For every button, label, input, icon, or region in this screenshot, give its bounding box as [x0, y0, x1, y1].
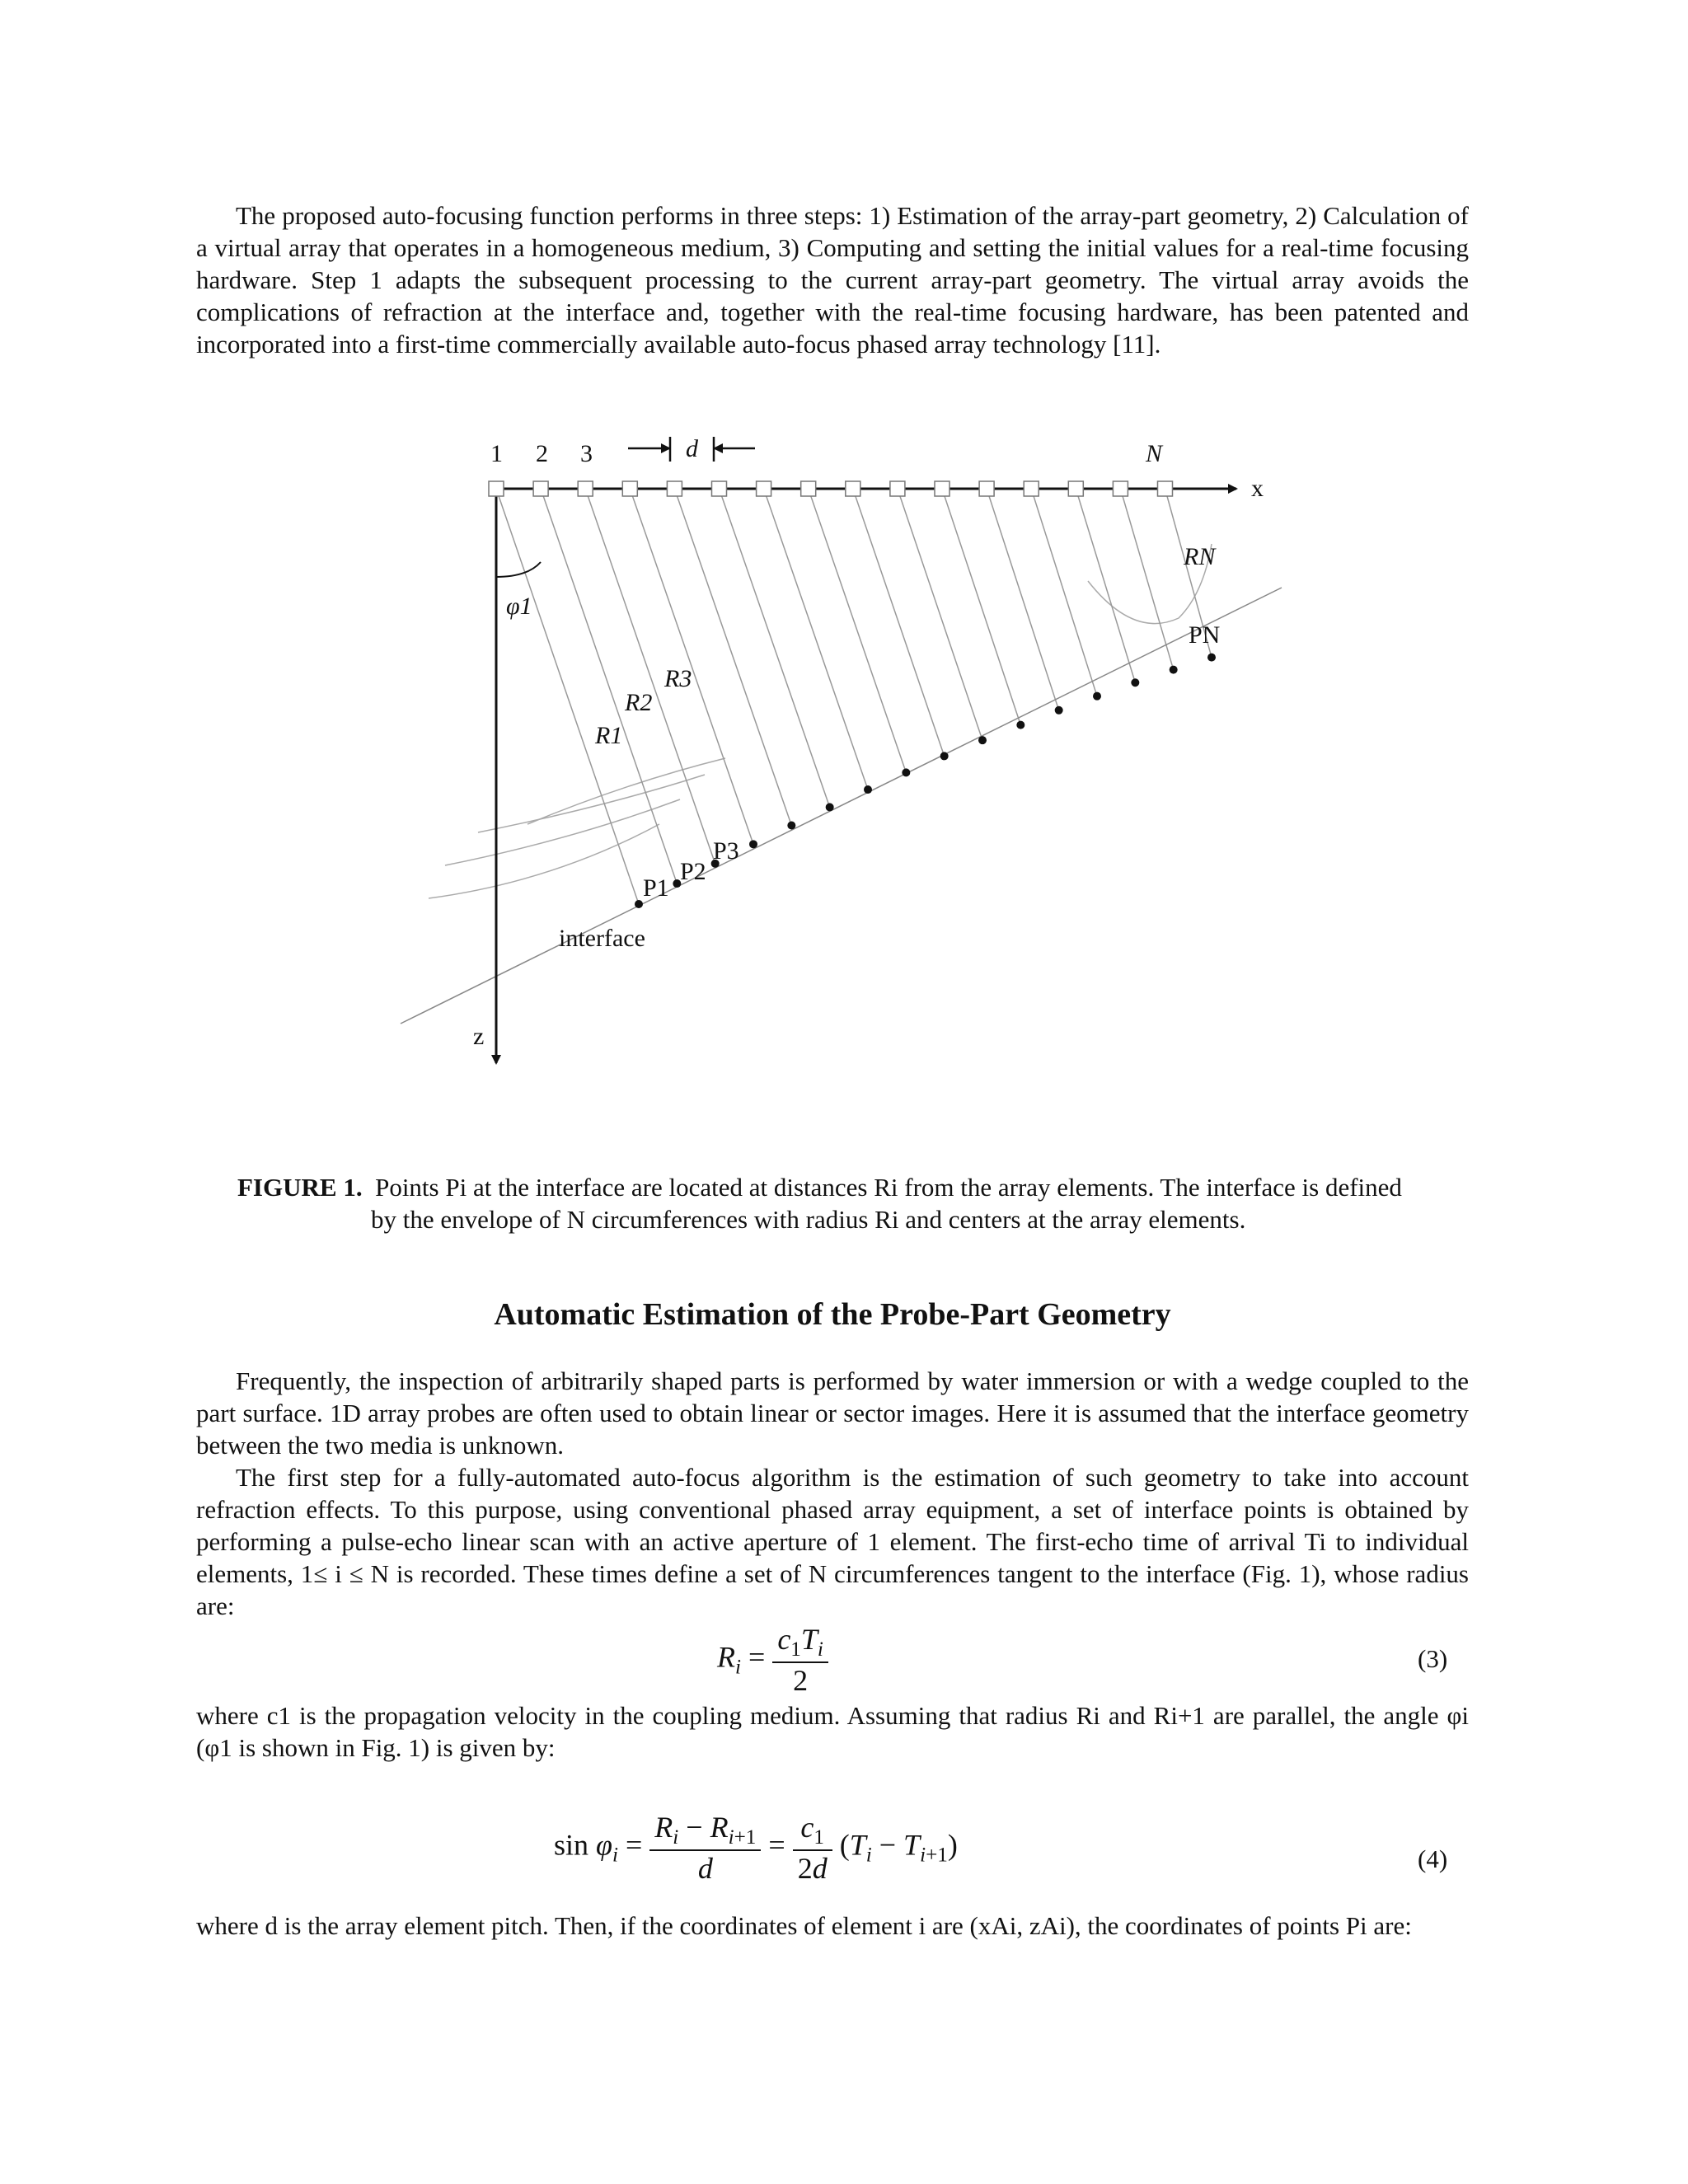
- interface-points: [635, 654, 1216, 908]
- radius-label-1: R1: [595, 722, 623, 749]
- array-element: [667, 481, 682, 496]
- interface-line: [401, 588, 1282, 1024]
- paragraph-where-d: where d is the array element pitch. Then, if the coordinates of element i are (xAi, zAi), the coordinates of points Pi are:: [196, 1911, 1412, 1940]
- caption-line-1: [237, 1171, 1469, 1203]
- interface-point: [864, 785, 872, 794]
- array-element: [712, 481, 727, 496]
- radius-line: [1031, 489, 1097, 696]
- equation-4-number: (4): [1418, 1844, 1448, 1873]
- radius-line: [720, 489, 830, 807]
- interface-label: interface: [559, 925, 645, 952]
- interface-point: [1093, 692, 1101, 701]
- radius-label-3: R3: [664, 665, 692, 692]
- paragraph-where-c1: where c1 is the propagation velocity in the coupling medium. Assuming that radius Ri and Ri+1 are parallel, the angle φi (φ1 is shown in Fig. 1) is given by:: [196, 1701, 1469, 1762]
- equation-3-number: (3): [1418, 1644, 1448, 1673]
- angle-arc: [496, 562, 541, 577]
- interface-point: [1131, 678, 1139, 687]
- z-axis-label: z: [473, 1023, 485, 1050]
- radius-line: [764, 489, 868, 790]
- element-label-3: 3: [580, 440, 593, 467]
- element-label-2: 2: [536, 440, 548, 467]
- circumference-arcs: [429, 544, 1212, 898]
- radius-line: [674, 489, 791, 826]
- radius-line: [1120, 489, 1173, 670]
- point-label-1: P1: [643, 874, 669, 902]
- equation-4: $\sin \varphi_i$ = $\frac{R_i - R_{i+1}}{d}$ = $\frac{c_1}{2d}$ $(T_i - T_{i+1})$: [554, 1811, 958, 1886]
- paragraph-a: [196, 1365, 1469, 1461]
- interface-point: [1170, 666, 1178, 674]
- x-axis-label: x: [1251, 475, 1264, 502]
- figure-caption: [237, 1171, 1469, 1235]
- array-element: [890, 481, 905, 496]
- array-element: [1158, 481, 1173, 496]
- array-element: [757, 481, 771, 496]
- radius-label-2: R2: [625, 689, 653, 716]
- pitch-label: d: [686, 437, 698, 462]
- radius-line: [853, 489, 945, 756]
- caption-text-1: Points Pi at the interface are located at distances Ri from the array elements. The interface is defined: [375, 1173, 1402, 1202]
- array-element: [1113, 481, 1128, 496]
- array-element: [1024, 481, 1039, 496]
- point-label-2: P2: [680, 858, 706, 885]
- interface-point: [749, 840, 757, 848]
- caption-text-2: by the envelope of N circumferences with radius Ri and centers at the array elements.: [371, 1205, 1246, 1234]
- array-element: [533, 481, 548, 496]
- radius-line: [1076, 489, 1135, 682]
- element-label-1: 1: [490, 440, 503, 467]
- circumference-arc: [528, 758, 725, 824]
- interface-point: [978, 736, 987, 744]
- array-element: [578, 481, 593, 496]
- array-element: [801, 481, 816, 496]
- paragraph-b: [196, 1461, 1469, 1622]
- point-label-3: P3: [713, 837, 739, 865]
- interface-point: [902, 768, 910, 776]
- paragraph-b-text: The first step for a fully-automated auto-focus algorithm is the estimation of such geometry to take into account refraction effects. To this purpose, using conventional phased array equipment, a set of interface points is obtained by performing a pulse-echo linear scan with an active aperture of 1 element. The first-echo time of arrival Ti to individual elements, 1≤ i ≤ N is recorded. These times define a set of N circumferences tangent to the interface (Fig. 1), whose radius are:: [196, 1463, 1469, 1620]
- interface-point: [1055, 706, 1063, 715]
- section-heading: Automatic Estimation of the Probe-Part Geometry: [494, 1297, 1171, 1332]
- radius-line: [898, 489, 982, 740]
- array-element: [622, 481, 637, 496]
- interface-point: [787, 822, 795, 830]
- interface-point: [940, 752, 949, 760]
- array-element: [935, 481, 950, 496]
- radius-line: [809, 489, 907, 772]
- radius-label-n: RN: [1184, 543, 1216, 570]
- equation-3: $R_i$ = $\frac{c_1T_i}{2}$: [717, 1622, 828, 1698]
- array-element: [1068, 481, 1083, 496]
- figure-diagram: [387, 437, 1319, 1088]
- array-element: [979, 481, 994, 496]
- caption-label: FIGURE 1.: [237, 1173, 363, 1202]
- angle-label: φ1: [506, 593, 532, 620]
- intro-paragraph: [196, 199, 1469, 360]
- interface-point: [826, 803, 834, 811]
- element-label-n: N: [1146, 440, 1163, 467]
- radius-line: [987, 489, 1059, 710]
- interface-point: [1207, 654, 1216, 662]
- interface-point: [1016, 721, 1025, 729]
- intro-text: The proposed auto-focusing function performs in three steps: 1) Estimation of the array-part geometry, 2) Calculation of a virtual array that operates in a homogeneous medium, 3) Computing and setting the initial values for a real-time focusing hardware. Step 1 adapts the subsequent processing to the current array-part geometry. The virtual array avoids the complications of refraction at the interface and, together with the real-time focusing hardware, has been patented and incorporated into a first-time commercially available auto-focus phased array technology [11].: [196, 201, 1469, 359]
- interface-point: [635, 900, 643, 908]
- point-label-n: PN: [1189, 621, 1221, 649]
- array-element: [846, 481, 860, 496]
- radius-line: [496, 489, 639, 904]
- paragraph-a-text: Frequently, the inspection of arbitrarily shaped parts is performed by water immersion or with a wedge coupled to the part surface. 1D array probes are often used to obtain linear or sector images. Here it is assumed that the interface geometry between the two media is unknown.: [196, 1366, 1469, 1460]
- radius-lines: [496, 489, 1212, 904]
- radius-line: [942, 489, 1020, 725]
- array-element: [489, 481, 504, 496]
- circumference-arc: [478, 775, 705, 832]
- figure-1: [387, 437, 1319, 1088]
